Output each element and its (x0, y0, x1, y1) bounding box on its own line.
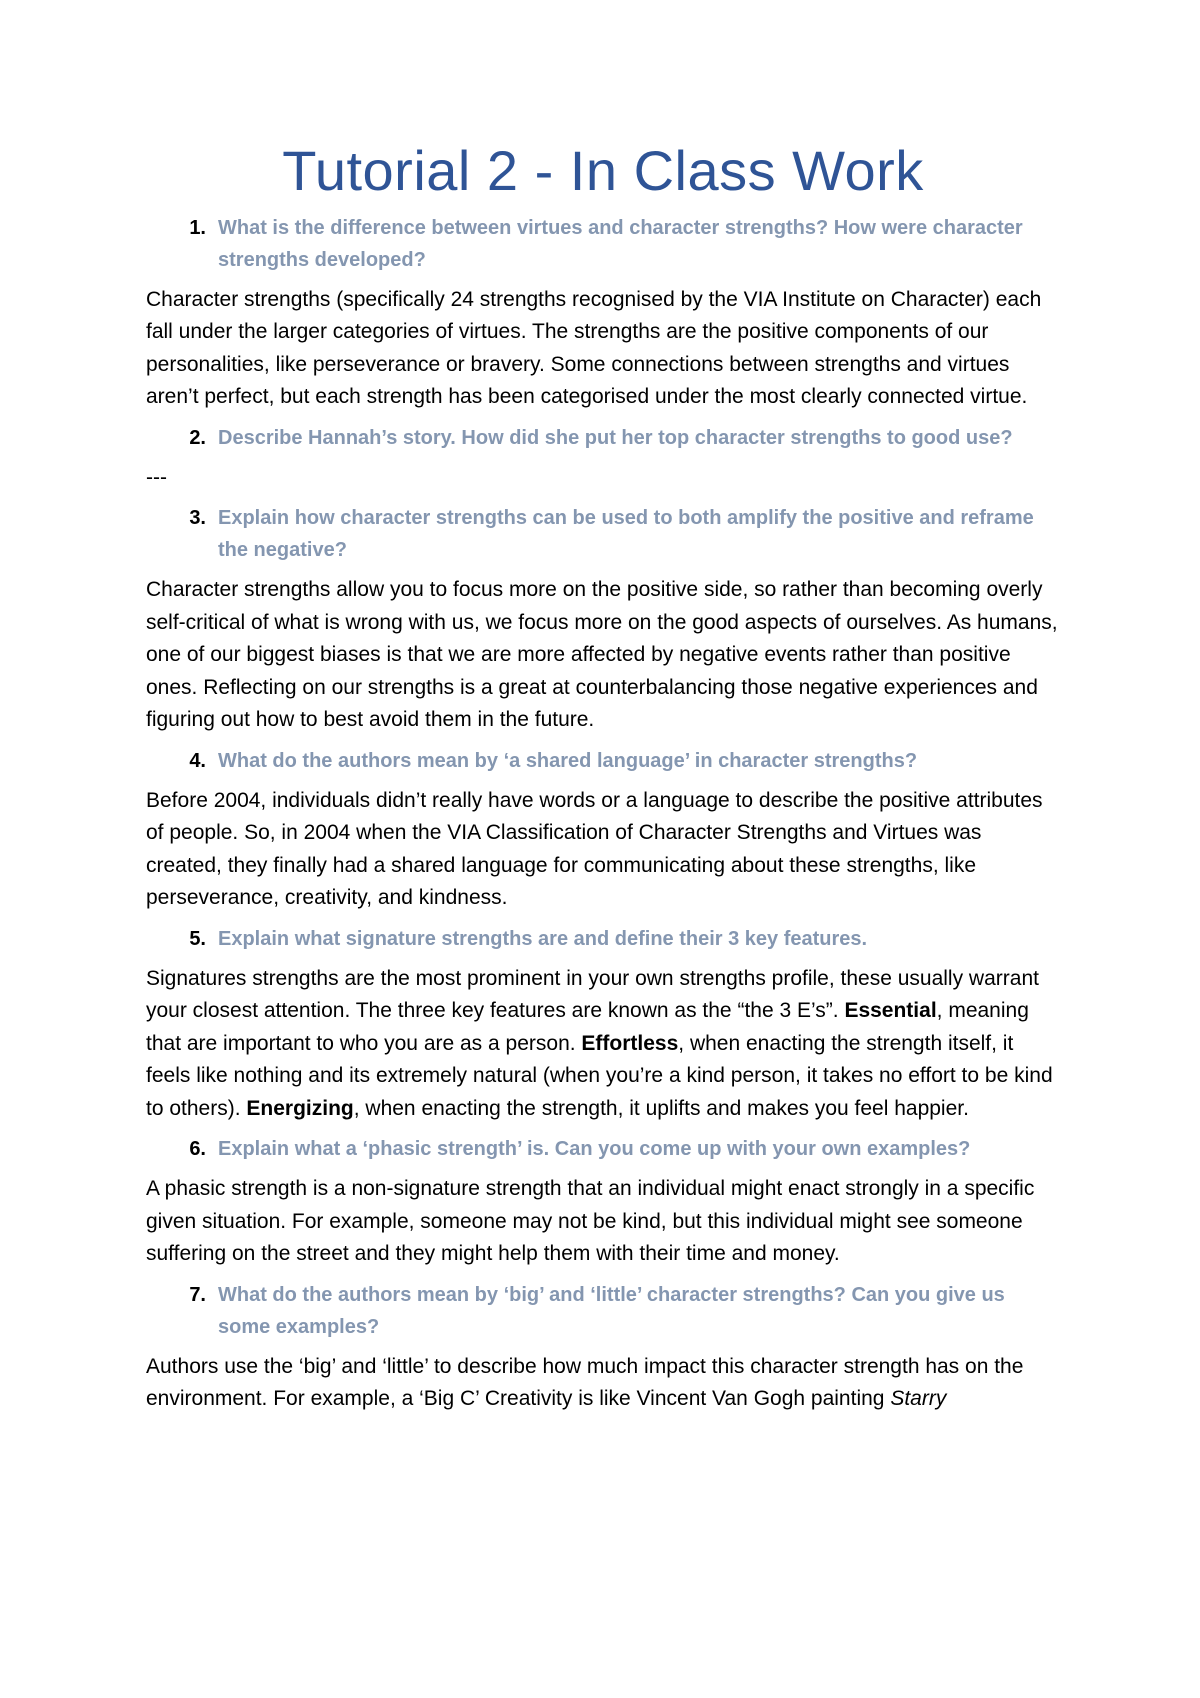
answer-5 (146, 963, 1060, 1126)
question-5 (146, 923, 1060, 955)
question-text: What is the difference between virtues and character strengths? How were character strengths developed? (218, 216, 1023, 271)
question-3 (146, 502, 1060, 566)
question-number: 5. (189, 927, 206, 950)
key-term-essential: Essential (844, 999, 937, 1023)
question-text: Explain what a ‘phasic strength’ is. Can you come up with your own examples? (218, 1138, 971, 1161)
artwork-title: Starry (890, 1387, 947, 1411)
question-number: 1. (189, 216, 206, 239)
question-number: 7. (189, 1283, 206, 1306)
question-text: Explain how character strengths can be used to both amplify the positive and reframe the negative? (218, 507, 1034, 562)
answer-text: Signatures strengths are the most prominent in your own strengths profile, these usually warrant your closest attention. The three key features are known as the “the 3 E’s”. (146, 966, 1039, 1023)
question-number: 2. (189, 426, 206, 449)
answer-4: Before 2004, individuals didn’t really have words or a language to describe the positive attributes of people. So, in 2004 when the VIA Classification of Character Strengths and Virtues was created, they finally had a shared language for communicating about these strengths, like perseverance, creativity, and kindness. (146, 788, 1043, 910)
answer-text: , when enacting the strength, it uplifts and makes you feel happier. (353, 1096, 969, 1120)
question-text: Explain what signature strengths are and define their 3 key features. (218, 927, 868, 950)
key-term-effortless: Effortless (581, 1031, 679, 1055)
question-text: What do the authors mean by ‘big’ and ‘little’ character strengths? Can you give us some examples? (218, 1283, 1005, 1338)
question-2 (146, 422, 1060, 454)
question-1 (146, 212, 1060, 276)
answer-text: Authors use the ‘big’ and ‘little’ to describe how much impact this character strength has on the environment. For example, a ‘Big C’ Creativity is like Vincent Van Gogh painting (146, 1354, 1024, 1411)
document-title: Tutorial 2 - In Class Work (282, 139, 924, 202)
answer-1: Character strengths (specifically 24 strengths recognised by the VIA Institute on Character) each fall under the larger categories of virtues. The strengths are the positive components of our personalities, like perseverance or bravery. Some connections between strengths and virtues aren’t perfect, but each strength has been categorised under the most clearly connected virtue. (146, 287, 1042, 409)
question-text: Describe Hannah’s story. How did she put her top character strengths to good use? (218, 426, 1013, 449)
answer-7 (146, 1351, 1060, 1416)
answer-text: , meaning that are important to who you are as a person. (146, 999, 1029, 1055)
question-6 (146, 1133, 1060, 1165)
question-number: 4. (189, 749, 206, 772)
question-7 (146, 1279, 1060, 1343)
question-4 (146, 745, 1060, 777)
question-text: What do the authors mean by ‘a shared language’ in character strengths? (218, 749, 918, 772)
answer-3: Character strengths allow you to focus more on the positive side, so rather than becoming overly self-critical of what is wrong with us, we focus more on the good aspects of ourselves. As humans, one of our biggest biases is that we are more affected by negative events rather than positive ones. Reflecting on our strengths is a great at counterbalancing those negative experiences and figuring out how to best avoid them in the future. (146, 578, 1058, 732)
question-number: 3. (189, 507, 206, 530)
answer-2: --- (146, 465, 167, 489)
question-number: 6. (189, 1138, 206, 1161)
answer-6: A phasic strength is a non-signature strength that an individual might enact strongly in a specific given situation. For example, someone may not be kind, but this individual might see someone suffering on the street and they might help them with their time and money. (146, 1177, 1035, 1266)
key-term-energizing: Energizing (246, 1096, 354, 1120)
answer-text: , when enacting the strength itself, it feels like nothing and its extremely natural (when you’re a kind person, it takes no effort to be kind to others). (146, 1031, 1053, 1120)
